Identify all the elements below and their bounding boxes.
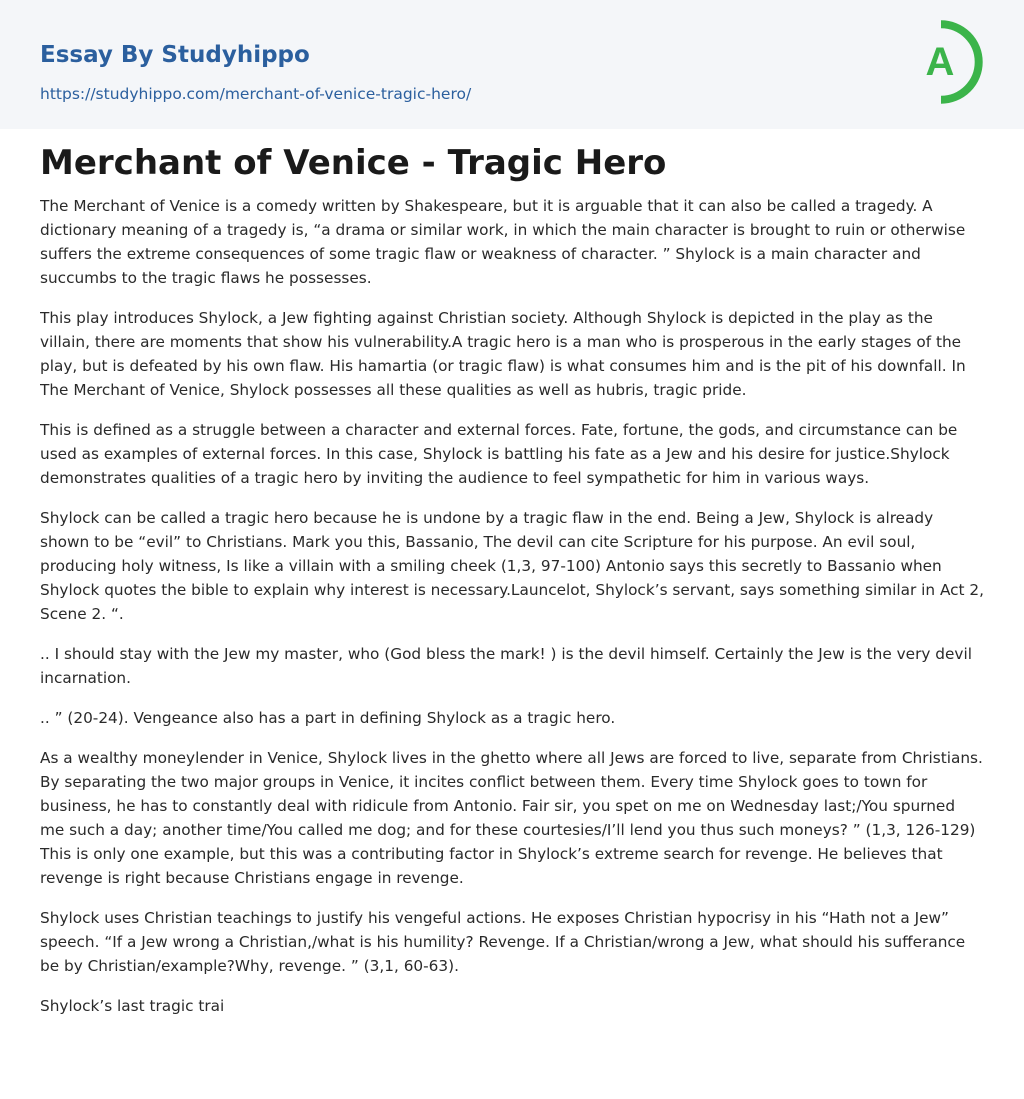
essay-paragraph: .. ” (20-24). Vengeance also has a part in defining Shylock as a tragic hero. — [40, 709, 616, 727]
essay-paragraph: This is defined as a struggle between a character and external forces. Fate, fortune, the gods, and circumstance can be used as examples of external forces. In this case, Shylock is battling his fate as a Jew and his desire for justice.Shylock demonstrates qualities of a tragic hero by inviting the audience to feel sympathetic for him in various ways. — [40, 421, 958, 487]
essay-paragraph: This play introduces Shylock, a Jew fighting against Christian society. Although Shylock is depicted in the play as the villain, there are moments that show his vulnerability.A tragic hero is a man who is prosperous in the early stages of the play, but is defeated by his own flaw. His hamartia (or tragic flaw) is what consumes him and is the pit of his downfall. In The Merchant of Venice, Shylock possesses all these qualities as well as hubris, tragic pride. — [40, 309, 966, 399]
brand-title[interactable]: Essay By Studyhippo — [40, 42, 310, 68]
essay-title: Merchant of Venice - Tragic Hero — [40, 143, 667, 183]
essay-paragraph: Shylock can be called a tragic hero because he is undone by a tragic flaw in the end. Being a Jew, Shylock is already shown to be “evil” to Christians. Mark you this, Bassanio, The devil can cite Scripture for his purpose. An evil soul, producing holy witness, Is like a villain with a smiling cheek (1,3, 97-100) Antonio says this secretly to Bassanio when Shylock quotes the bible to explain why interest is necessary.Launcelot, Shylock’s servant, says something similar in Act 2, Scene 2. “. — [40, 509, 984, 623]
essay-paragraph: The Merchant of Venice is a comedy written by Shakespeare, but it is arguable that it can also be called a tragedy. A dictionary meaning of a tragedy is, “a drama or similar work, in which the main character is brought to ruin or otherwise suffers the extreme consequences of some tragic flaw or weakness of character. ” Shylock is a main character and succumbs to the tragic flaws he possesses. — [40, 197, 966, 287]
studyhippo-logo-icon[interactable] — [910, 18, 988, 106]
essay-paragraph: .. I should stay with the Jew my master, who (God bless the mark! ) is the devil himself. Certainly the Jew is the very devil incarnation. — [40, 645, 972, 687]
site-header — [0, 0, 1024, 129]
essay-paragraph: Shylock uses Christian teachings to justify his vengeful actions. He exposes Christian hypocrisy in his “Hath not a Jew” speech. “If a Jew wrong a Christian,/what is his humility? Revenge. If a Christian/wrong a Jew, what should his sufferance be by Christian/example?Why, revenge. ” (3,1, 60-63). — [40, 909, 966, 975]
essay-paragraph: As a wealthy moneylender in Venice, Shylock lives in the ghetto where all Jews are forced to live, separate from Christians. By separating the two major groups in Venice, it incites conflict between them. Every time Shylock goes to town for business, he has to constantly deal with ridicule from Antonio. Fair sir, you spet on me on Wednesday last;/You spurned me such a day; another time/You called me dog; and for these courtesies/I’ll lend you thus such moneys? ” (1,3, 126-129) This is only one example, but this was a contributing factor in Shylock’s extreme search for revenge. He believes that revenge is right because Christians engage in revenge. — [40, 749, 983, 887]
source-url-link[interactable]: https://studyhippo.com/merchant-of-venice-tragic-hero/ — [40, 85, 472, 103]
logo-letter: A — [925, 40, 955, 84]
essay-body — [40, 194, 984, 1074]
essay-paragraph-truncated: Shylock’s last tragic trai — [40, 997, 225, 1015]
